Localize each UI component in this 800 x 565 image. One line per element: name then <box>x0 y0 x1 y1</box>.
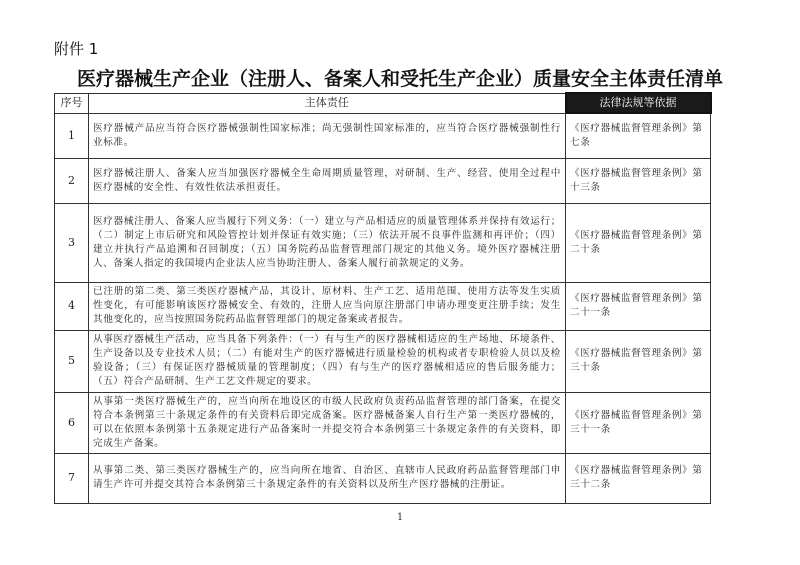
table-row <box>55 158 711 203</box>
row-basis: 《医疗器械监督管理条例》第三十一条 <box>566 392 711 453</box>
attachment-label: 附件 1 <box>54 40 99 58</box>
table-row <box>55 392 711 453</box>
header-responsibility: 主体责任 <box>89 93 566 113</box>
table-header-row <box>55 93 711 113</box>
row-basis: 《医疗器械监督管理条例》第三十条 <box>566 330 711 392</box>
row-basis: 《医疗器械监督管理条例》第三十二条 <box>566 453 711 503</box>
row-basis: 《医疗器械监督管理条例》第二十一条 <box>566 282 711 330</box>
row-number: 3 <box>55 203 89 282</box>
row-responsibility: 从事第二类、第三类医疗器械生产的，应当向所在地省、自治区、直辖市人民政府药品监督管理部门申请生产许可并提交其符合本条例第三十条规定条件的有关资料以及所生产医疗器械的注册证。 <box>89 453 566 503</box>
page-title: 医疗器械生产企业（注册人、备案人和受托生产企业）质量安全主体责任清单 <box>76 68 723 90</box>
row-responsibility: 从事第一类医疗器械生产的，应当向所在地设区的市级人民政府负责药品监督管理的部门备案，在提交符合本条例第三十条规定条件的有关资料后即完成备案。医疗器械备案人自行生产第一类医疗器械的，可以在依照本条例第十五条规定进行产品备案时一并提交符合本条例第三十条规定条件的有关资料，即完成生产备案。 <box>89 392 566 453</box>
table-row <box>55 282 711 330</box>
row-basis: 《医疗器械监督管理条例》第二十条 <box>566 203 711 282</box>
table-row <box>55 453 711 503</box>
table-row <box>55 203 711 282</box>
header-basis: 法律法规等依据 <box>566 93 711 113</box>
row-responsibility: 医疗器械产品应当符合医疗器械强制性国家标准；尚无强制性国家标准的，应当符合医疗器械强制性行业标准。 <box>89 113 566 158</box>
row-number: 7 <box>55 453 89 503</box>
row-responsibility: 医疗器械注册人、备案人应当加强医疗器械全生命周期质量管理，对研制、生产、经营、使用全过程中医疗器械的安全性、有效性依法承担责任。 <box>89 158 566 203</box>
responsibility-table <box>54 92 712 504</box>
row-basis: 《医疗器械监督管理条例》第七条 <box>566 113 711 158</box>
row-number: 2 <box>55 158 89 203</box>
table-row <box>55 113 711 158</box>
header-no: 序号 <box>55 93 89 113</box>
table-row <box>55 330 711 392</box>
row-responsibility: 已注册的第二类、第三类医疗器械产品，其设计、原材料、生产工艺、适用范围、使用方法等发生实质性变化，有可能影响该医疗器械安全、有效的，注册人应当向原注册部门申请办理变更注册手续；发生其他变化的，应当按照国务院药品监督管理部门的规定备案或者报告。 <box>89 282 566 330</box>
row-number: 5 <box>55 330 89 392</box>
page-number: 1 <box>396 512 404 523</box>
row-responsibility: 医疗器械注册人、备案人应当履行下列义务：（一）建立与产品相适应的质量管理体系并保持有效运行；（二）制定上市后研究和风险管控计划并保证有效实施；（三）依法开展不良事件监测和再评价；（四）建立并执行产品追溯和召回制度；（五）国务院药品监督管理部门规定的其他义务。境外医疗器械注册人、备案人指定的我国境内企业法人应当协助注册人、备案人履行前款规定的义务。 <box>89 203 566 282</box>
row-number: 4 <box>55 282 89 330</box>
row-responsibility: 从事医疗器械生产活动，应当具备下列条件：（一）有与生产的医疗器械相适应的生产场地、环境条件、生产设备以及专业技术人员；（二）有能对生产的医疗器械进行质量检验的机构或者专职检验人员以及检验设备；（三）有保证医疗器械质量的管理制度；（四）有与生产的医疗器械相适应的售后服务能力；（五）符合产品研制、生产工艺文件规定的要求。 <box>89 330 566 392</box>
row-basis: 《医疗器械监督管理条例》第十三条 <box>566 158 711 203</box>
row-number: 6 <box>55 392 89 453</box>
row-number: 1 <box>55 113 89 158</box>
